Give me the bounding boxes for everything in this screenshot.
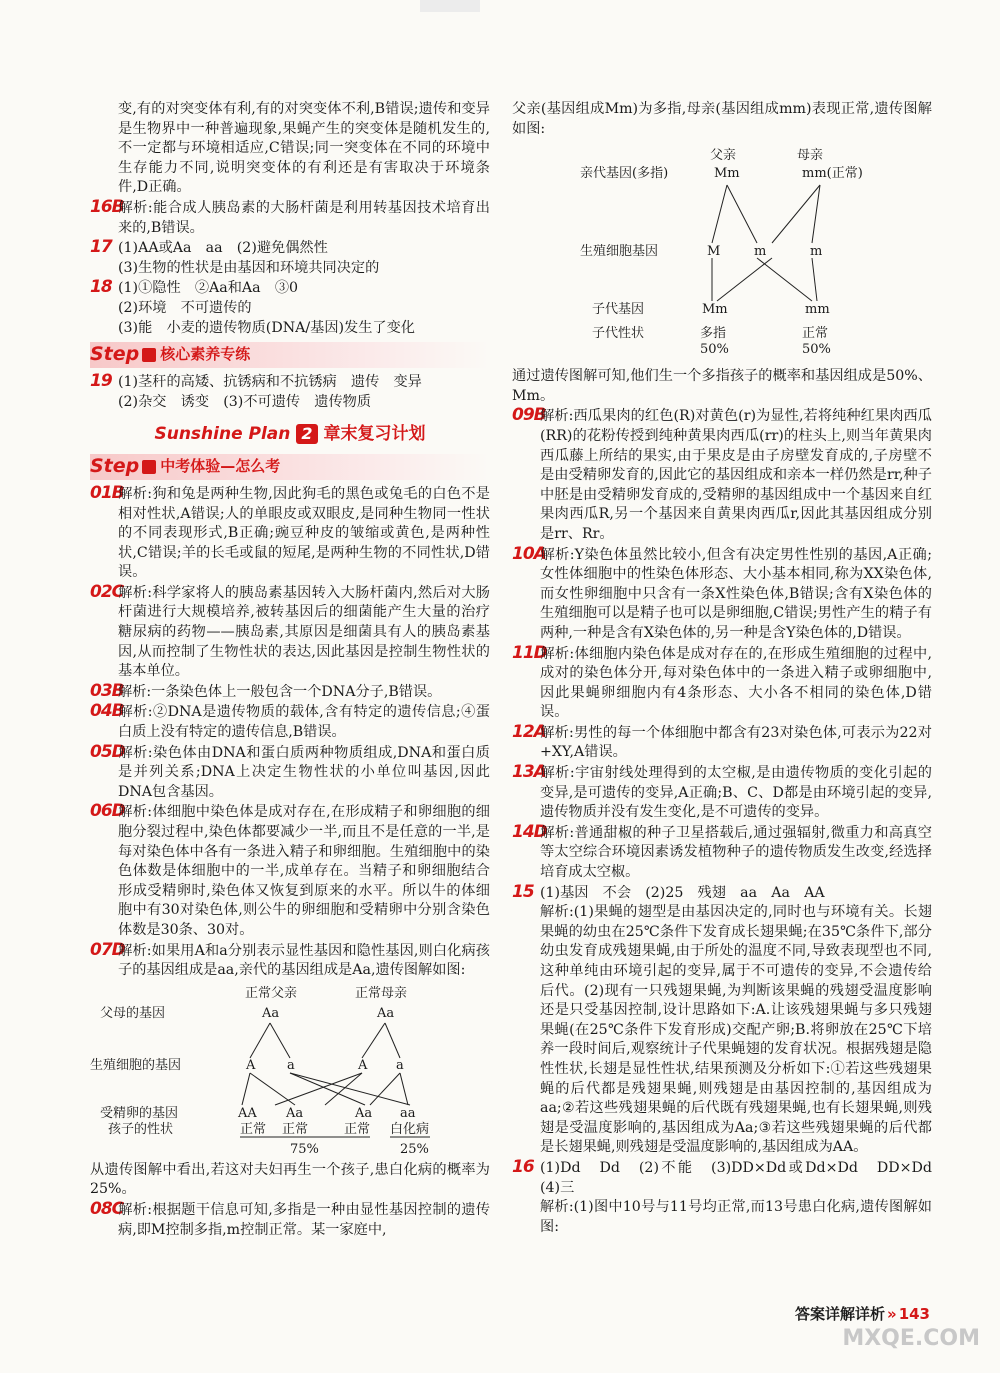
row-parents-label: 亲代基因(多指) (580, 166, 669, 182)
answer-10 (512, 545, 932, 644)
answer-number: 15 (512, 881, 534, 902)
answer-05 (90, 743, 490, 803)
answer-text: (1)①隐性 ②Aa和Aa ③0 (118, 280, 299, 297)
percent-1: 50% (700, 342, 729, 358)
answer-07-conclusion: 从遗传图解中看出,若这对夫妇再生一个孩子,患白化病的概率为25%。 (90, 1161, 490, 1198)
phenotype-2: 正常 (802, 326, 829, 342)
answer-text: 解析:能合成人胰岛素的大肠杆菌是利用转基因技术培育出来的,B错误。 (118, 199, 490, 236)
plan-chinese-title: 章末复习计划 (323, 424, 426, 445)
answer-15 (512, 883, 932, 904)
answer-text: 解析:科学家将人的胰岛素基因转入大肠杆菌内,然后对大肠杆菌进行大规模培养,被转基因后的细菌能产生大量的治疗糖尿病的药物——胰岛素,其原因是细菌具有人的胰岛素基因,从而控制了生物性状的表达,因此基因是控制生物性状的基本单位。 (118, 584, 490, 680)
step-title: 中考体验—怎么考 (160, 457, 281, 476)
answer-number: 14D (512, 821, 547, 842)
row-parents-label: 父母的基因 (100, 1005, 166, 1021)
zygote-4: aa (400, 1105, 416, 1121)
step-title: 核心素养专练 (160, 345, 251, 364)
right-column (512, 100, 947, 1237)
watermark: MXQE.COM (842, 1326, 980, 1351)
phenotype-2: 正常 (282, 1121, 309, 1137)
father-genotype: Aa (262, 1005, 280, 1021)
answer-text: 解析:Y染色体虽然比较小,但含有决定男性性别的基因,A正确;女性体细胞中的性染色体形态、大小基本相同,称为XX染色体,而女性卵细胞中只含有一条X性染色体,B错误;含有X染色体的生殖细胞可以是精子也可以是卵细胞,C错误;男性产生的精子有两种,一种是含有X染色体的,另一种是含Y染色体的,D错误。 (540, 546, 932, 641)
page-number: 143 (898, 1305, 930, 1323)
answer-number: 18 (90, 277, 112, 298)
plan-title: Sunshine Plan (154, 424, 291, 445)
answer-number: 12A (512, 721, 546, 742)
answer-04 (90, 702, 490, 742)
step-icon (142, 460, 156, 474)
answer-16 (90, 198, 490, 238)
row-offspring-label: 子代基因 (592, 302, 645, 318)
answer-text: 解析:根据题干信息可知,多指是一种由显性基因控制的遗传病,即M控制多指,m控制正常。某一家庭中, (118, 1201, 490, 1238)
answer-number: 16 (512, 1156, 534, 1177)
row-zygotes-label: 受精卵的基因 (100, 1105, 179, 1121)
percent-2: 50% (802, 342, 831, 358)
father-genotype: Mm (714, 166, 740, 182)
phenotype-3: 正常 (344, 1121, 371, 1137)
answer-02 (90, 583, 490, 682)
answer-number: 06D (90, 801, 125, 822)
gamete-2: m (754, 244, 767, 260)
answer-number: 07D (90, 939, 125, 960)
father-label: 正常父亲 (245, 985, 298, 1001)
q15-continued-text: 变,有的对突变体有利,有的对突变体不利,B错误;遗传和变异是生物界中一种普遍现象,果蝇产生的突变体是随机发生的,不一定都与环境相适应,C错误;同一突变体在不同的环境中生存能力不同,说明突变体的有利还是有害取决于环境条件,D正确。 (118, 101, 490, 196)
answer-19 (90, 372, 490, 393)
inheritance-diagram-albinism (90, 983, 490, 1161)
answer-number: 01B (90, 482, 124, 503)
answer-17-line2: (3)生物的性状是由基因和环境共同决定的 (118, 259, 380, 276)
answer-06 (90, 802, 490, 940)
gamete-1: M (707, 244, 721, 260)
answer-number: 04B (90, 701, 124, 722)
phenotype-1: 多指 (700, 326, 727, 342)
answer-number: 11D (512, 642, 547, 663)
mother-genotype: Aa (377, 1005, 395, 1021)
phenotype-1: 正常 (240, 1121, 267, 1137)
page-footer (795, 1303, 930, 1324)
father-label: 父亲 (710, 148, 737, 164)
answer-text: 解析:男性的每一个体细胞中都含有23对染色体,可表示为22对+XY,A错误。 (540, 724, 932, 761)
row-phenotype-label: 孩子的性状 (108, 1121, 174, 1137)
answer-text: 解析:体细胞中染色体是成对存在,在形成精子和卵细胞的细胞分裂过程中,染色体都要减少一半,而且不是任意的一半,是每对染色体中各有一条进入精子和卵细胞。生殖细胞中的染色体数是体细胞中的一半,成单存在。当精子和卵细胞结合形成受精卵时,染色体又恢复到原来的水平。所以牛的体细胞中有30对染色体,则公牛的卵细胞和受精卵中分别含染色体数是30条、30对。 (118, 804, 490, 938)
answer-text: 解析:狗和兔是两种生物,因此狗毛的黑色或兔毛的白色不是相对性状,A错误;人的单眼皮或双眼皮,是同种生物同一性状的不同表现形式,B正确;豌豆种皮的皱缩或黄色,是两种性状,C错误;羊的长毛或鼠的短尾,是两种生物的不同性状,D错误。 (118, 485, 490, 581)
answer-16-explanation: 解析:(1)图中10号与11号均正常,而13号患白化病,遗传图解如图: (540, 1199, 932, 1235)
step-label: Step (90, 343, 140, 366)
answer-text: (1)基因 不会 (2)25 残翅 aa Aa AA (540, 884, 825, 901)
mother-label: 正常母亲 (355, 985, 408, 1001)
answer-17 (90, 238, 490, 259)
answer-19-line2: (2)杂交 诱变 (3)不可遗传 遗传物质 (118, 393, 372, 410)
answer-15-explanation: 解析:(1)果蝇的翅型是由基因决定的,同时也与环境有关。长翅果蝇的幼虫在25℃条件下发育成长翅果蝇;在35℃条件下,部分幼虫发育成残翅果蝇,由于所处的温度不同,导致表现型也不同,这种单纯由环境引起的变异,属于不可遗传的变异,不会遗传给后代。(2)现有一只残翅果蝇,为判断该果蝇的残翅受温度影响还是只受基因控制,设计思路如下:A.让该残翅果蝇与多只残翅果蝇(在25℃条件下发育形成)交配产卵;B.将卵放在25℃下培养一段时间后,观察统计子代果蝇翅的发育状况。根据残翅是隐性性状,长翅是显性性状,结果预测及分析如下:①若这些残翅果蝇的后代都是残翅果蝇,则残翅是由基因控制的,基因组成为aa;②若这些残翅果蝇的后代既有残翅果蝇,也有长翅果蝇,则残翅是受温度影响的,基因组成为Aa;③若这些残翅果蝇的后代都是长翅果蝇,则残翅是受温度影响的,基因组成为AA。 (540, 904, 932, 1156)
answer-18-line2: (2)环境 不可遗传的 (118, 299, 252, 316)
answer-number: 05D (90, 741, 125, 762)
answer-number: 16B (90, 196, 124, 217)
answer-18-line3: (3)能 小麦的遗传物质(DNA/基因)发生了变化 (118, 319, 415, 336)
inheritance-diagram-polydactyly (512, 143, 932, 358)
gamete-1: A (246, 1057, 256, 1073)
plan-number: 2 (296, 424, 317, 444)
row-gametes-label: 生殖细胞基因 (580, 244, 659, 260)
answer-number: 09B (512, 405, 546, 426)
gamete-4: a (396, 1057, 404, 1073)
answer-11 (512, 644, 932, 723)
step-header-exam (90, 454, 490, 480)
answer-08-continued: 父亲(基因组成Mm)为多指,母亲(基因组成mm)表现正常,遗传图解如图: (512, 101, 932, 137)
answer-09 (512, 406, 932, 544)
mother-genotype: mm(正常) (802, 166, 863, 182)
answer-number: 19 (90, 371, 112, 392)
answer-number: 08C (90, 1198, 124, 1219)
answer-text: 解析:西瓜果肉的红色(R)对黄色(r)为显性,若将纯种红果肉西瓜(RR)的花粉传授到纯种黄果肉西瓜(rr)的柱头上,则当年黄果肉西瓜藤上所结的果实,由于果皮是由子房壁发育成的,子房壁不是由受精卵发育的,因此它的基因组成和亲本一样仍然是rr,种子中胚是由受精卵发育成的,受精卵的基因组成中一个基因来自红果肉西瓜R,另一个基因来自黄果肉西瓜r,因此其基因组成分别是rr、Rr。 (540, 408, 932, 542)
answer-number: 02C (90, 581, 124, 602)
zygote-3: Aa (355, 1105, 373, 1121)
answer-text: (1)Dd Dd (2)不能 (3)DD×Dd或Dd×Dd DD×Dd (4)三 (540, 1159, 947, 1196)
answer-number: 03B (90, 680, 124, 701)
answer-18 (90, 278, 490, 299)
step-header-core (90, 342, 490, 368)
answer-number: 17 (90, 237, 112, 258)
offspring-1: Mm (702, 302, 728, 318)
step-icon (142, 348, 156, 362)
answer-number: 10A (512, 543, 546, 564)
step-label: Step (90, 455, 140, 478)
answer-16 (512, 1156, 947, 1198)
answer-text: 解析:宇宙射线处理得到的太空椒,是由遗传物质的变化引起的变异,是可遗传的变异,A正确;B、C、D都是由环境引起的变异,遗传物质并没有发生变化,是不可遗传的变异。 (540, 765, 932, 821)
answer-text: 解析:体细胞内染色体是成对存在的,在形成生殖细胞的过程中,成对的染色体分开,每对染色体中的一条进入精子或卵细胞中,因此果蝇卵细胞内有4条形态、大小各不相同的染色体,D错误。 (540, 645, 932, 721)
answer-08-conclusion: 通过遗传图解可知,他们生一个多指孩子的概率和基因组成是50%、Mm。 (512, 368, 932, 404)
answer-14 (512, 823, 932, 883)
answer-07 (90, 941, 490, 981)
answer-08 (90, 1200, 490, 1240)
answer-text: 解析:一条染色体上一般包含一个DNA分子,B错误。 (118, 683, 442, 700)
double-arrow-icon: » (886, 1305, 897, 1323)
plan-header (90, 424, 490, 446)
answer-12 (512, 723, 932, 763)
answer-01 (90, 484, 490, 583)
answer-text: (1)茎秆的高矮、抗锈病和不抗锈病 遗传 变异 (118, 374, 422, 391)
zygote-2: Aa (286, 1105, 304, 1121)
footer-label: 答案详解详析 (794, 1305, 885, 1323)
gamete-3: m (810, 244, 823, 260)
answer-text: 解析:染色体由DNA和蛋白质两种物质组成,DNA和蛋白质是并列关系;DNA上决定生物性状的小单位叫基因,因此DNA包含基因。 (118, 744, 490, 800)
answer-number: 13A (512, 762, 546, 783)
zygote-1: AA (238, 1105, 257, 1121)
row-phenotype-label: 子代性状 (592, 326, 645, 342)
answer-03 (90, 682, 490, 703)
answer-text: 解析:普通甜椒的种子卫星搭载后,通过强辐射,微重力和高真空等太空综合环境因素诱发植物种子的遗传物质发生改变,经选择培育成太空椒。 (540, 824, 932, 881)
answer-text: (1)AA或Aa aa (2)避免偶然性 (118, 240, 328, 257)
answer-text: 解析:②DNA是遗传物质的载体,含有特定的遗传信息;④蛋白质上没有特定的遗传信息,B错误。 (118, 704, 490, 741)
answer-text: 解析:如果用A和a分别表示显性基因和隐性基因,则白化病孩子的基因组成是aa,亲代的基因组成是Aa,遗传图解如图: (118, 942, 490, 979)
row-gametes-label: 生殖细胞的基因 (90, 1057, 182, 1073)
phenotype-4: 白化病 (390, 1121, 430, 1137)
percent-albino: 25% (400, 1141, 429, 1157)
offspring-2: mm (805, 302, 830, 318)
left-column (90, 100, 490, 1240)
mother-label: 母亲 (797, 148, 824, 164)
gamete-3: A (358, 1057, 368, 1073)
percent-normal: 75% (290, 1141, 319, 1157)
gamete-2: a (287, 1057, 295, 1073)
scan-mark (420, 0, 480, 12)
answer-13 (512, 763, 932, 823)
